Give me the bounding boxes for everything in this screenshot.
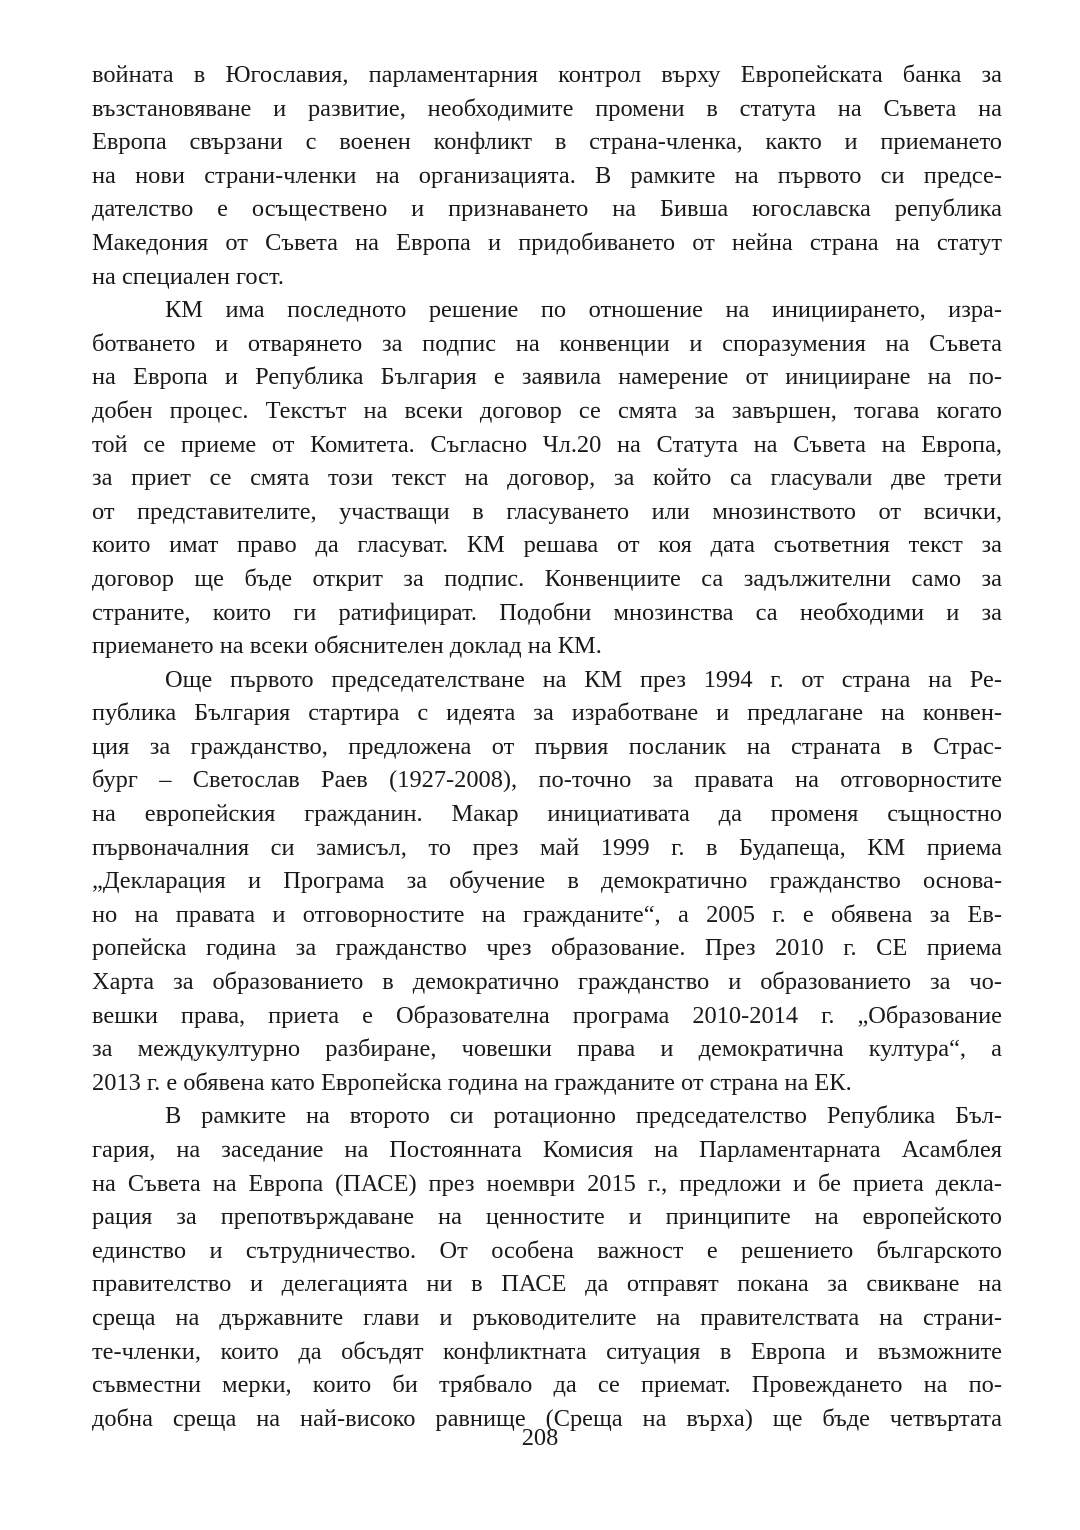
text-line: дателство е осъществено и признаването на Бивша югославска република [92,195,1002,223]
text-line: Македония от Съвета на Европа и придобиването от нейна страна на статут [92,228,1002,256]
text-line: за приет се смята този текст на договор, за който са гласували две трети [92,464,1002,492]
text-line: страните, които ги ратифицират. Подобни мнозинства са необходими и за [92,598,1002,626]
text-line: съвместни мерки, които би трябвало да се приемат. Провеждането на по- [92,1371,1002,1399]
text-line: те-членки, които да обсъдят конфликтната ситуация в Европа и възможните [92,1337,1002,1365]
text-line: на европейския гражданин. Макар инициативата да променя същностно [92,800,1002,828]
text-line: правителство и делегацията ни в ПАСЕ да отправят покана за свикване на [92,1270,1002,1298]
text-line: Още първото председателстване на КМ през 1994 г. от страна на Ре- [165,665,1002,693]
text-line: от представителите, участващи в гласуването или мнозинството от всички, [92,497,1002,525]
text-line: ропейска година за гражданство чрез образование. През 2010 г. СЕ приема [92,934,1002,962]
paragraph-2 [92,293,1002,663]
text-line: среща на държавните глави и ръководителите на правителствата на страни- [92,1303,1002,1331]
text-line: гария, на заседание на Постоянната Комисия на Парламентарната Асамблея [92,1136,1002,1163]
text-line: публика България стартира с идеята за изработване и предлагане на конвен- [92,699,1002,727]
text-line: добен процес. Текстът на всеки договор се смята за завършен, тогава когато [92,396,1002,424]
text-line: ботването и отварянето за подпис на конвенции и споразумения на Съвета [92,329,1002,357]
text-line: ция за гражданство, предложена от първия посланик на страната в Страс- [92,732,1002,760]
paragraph-1 [92,58,1002,293]
text-line: „Декларация и Програма за обучение в демократично гражданство основа- [92,867,1002,895]
text-line: първоначалния си замисъл, то през май 1999 г. в Будапеща, КМ приема [92,833,1002,861]
text-line: на Съвета на Европа (ПАСЕ) през ноември 2015 г., предложи и бе приета декла- [92,1169,1002,1197]
text-line: 2013 г. е обявена като Европейска година на гражданите от страна на ЕК. [92,1068,852,1096]
text-line: на Европа и Република България е заявила намерение от иницииране на по- [92,363,1002,391]
text-line: бург – Светослав Раев (1927-2008), по-точно за правата на отговорностите [92,766,1002,794]
text-line: но на правата и отговорностите на гражданите“, а 2005 г. е обявена за Ев- [92,900,1002,928]
text-line: войната в Югославия, парламентарния контрол върху Европейската банка за [92,61,1002,88]
document-body [92,58,1002,1435]
text-line: добна среща на най-високо равнище (Среща на върха) ще бъде четвъртата [92,1404,1002,1432]
text-line: Европа свързани с военен конфликт в страна-членка, както и приемането [92,128,1002,156]
text-line: договор ще бъде открит за подпис. Конвенциите са задължителни само за [92,564,1002,592]
paragraph-4 [92,1099,1002,1435]
text-line: Харта за образованието в демократично гражданство и образованието за чо- [92,968,1002,996]
text-line: КМ има последното решение по отношение на инициирането, изра- [165,296,1002,324]
text-line: вешки права, приета е Образователна програма 2010-2014 г. „Образование [92,1001,1002,1029]
text-line: В рамките на второто си ротационно председателство Република Бъл- [165,1102,1002,1130]
text-line: приемането на всеки обяснителен доклад на КМ. [92,632,602,660]
paragraph-3 [92,663,1002,1100]
text-line: той се приеме от Комитета. Съгласно Чл.20 на Статута на Съвета на Европа, [92,430,1002,458]
text-line: на нови страни-членки на организацията. В рамките на първото си предсе- [92,161,1002,189]
page-number: 208 [521,1424,559,1451]
text-line: единство и сътрудничество. От особена важност е решението българското [92,1236,1002,1264]
text-line: за междукултурно разбиране, човешки права и демократична култура“, а [92,1035,1002,1063]
text-line: възстановяване и развитие, необходимите промени в статута на Съвета на [92,94,1002,122]
text-line: които имат право да гласуват. КМ решава от коя дата съответния текст за [92,531,1002,559]
text-line: рация за препотвърждаване на ценностите и принципите на европейското [92,1203,1002,1231]
text-line: на специален гост. [92,262,284,290]
